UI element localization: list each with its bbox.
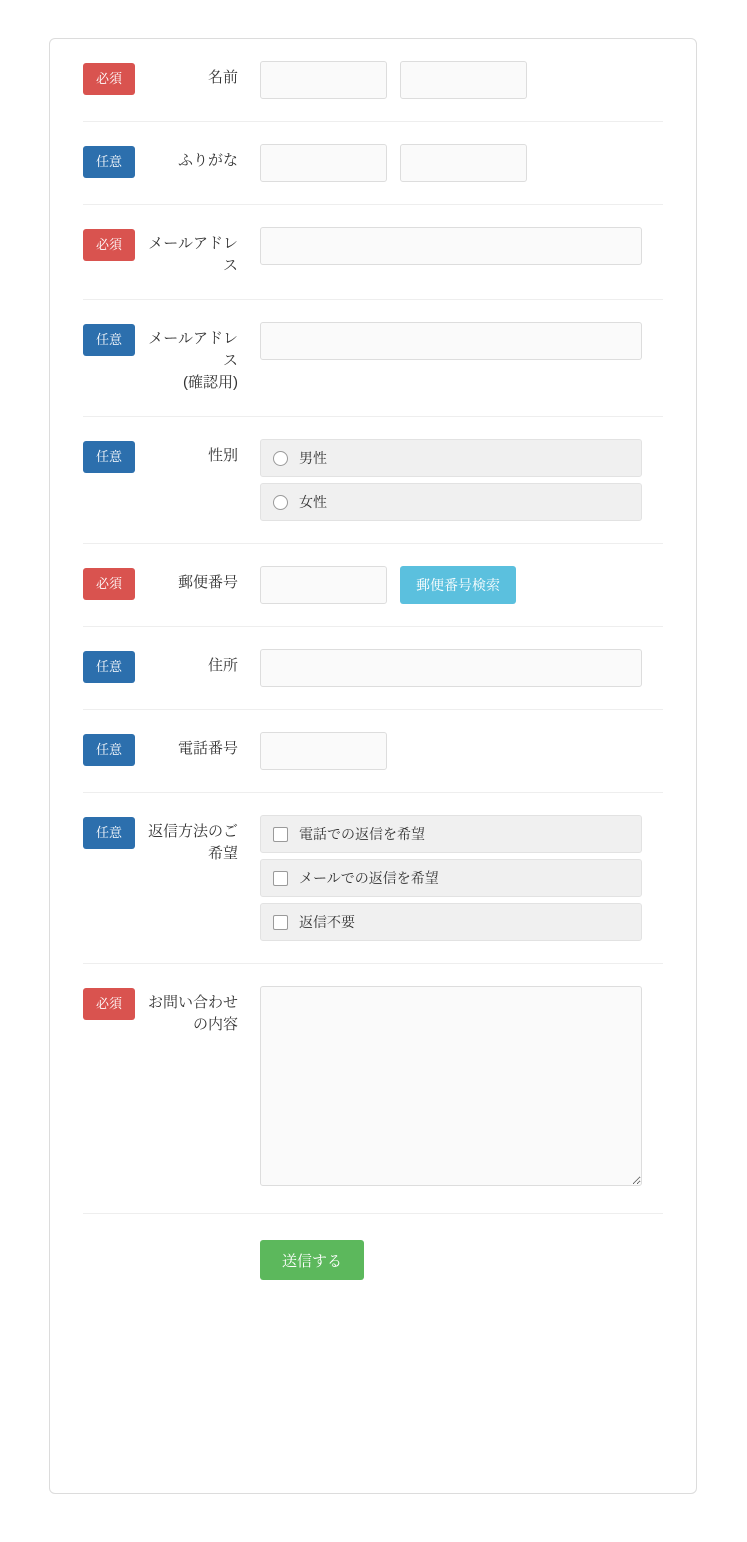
field-tel — [260, 732, 663, 770]
email-input[interactable] — [260, 227, 642, 265]
radio-icon — [273, 451, 288, 466]
reply-option-phone-label: 電話での返信を希望 — [299, 826, 425, 842]
radio-icon — [273, 495, 288, 510]
zip-row — [260, 566, 663, 604]
optional-badge: 任意 — [83, 441, 135, 473]
reply-option-none-label: 返信不要 — [299, 914, 355, 930]
submit-row — [83, 1214, 663, 1306]
label-inquiry: お問い合わせの内容 — [147, 994, 238, 1033]
required-badge: 必須 — [83, 568, 135, 600]
submit-spacer — [83, 1240, 260, 1280]
badge-cell-reply-method — [83, 815, 135, 849]
gender-option-male[interactable] — [260, 439, 642, 477]
form-row-zip — [83, 544, 663, 627]
form-row-reply-method — [83, 793, 663, 964]
field-reply-method — [260, 815, 663, 941]
field-email-confirm — [260, 322, 663, 360]
label-tel: 電話番号 — [177, 740, 238, 757]
gender-option-female[interactable] — [260, 483, 642, 521]
form-row-gender — [83, 417, 663, 544]
field-address — [260, 649, 663, 687]
tel-input[interactable] — [260, 732, 387, 770]
field-furigana — [260, 144, 663, 182]
field-email — [260, 227, 663, 265]
reply-option-phone[interactable] — [260, 815, 642, 853]
badge-cell-address — [83, 649, 135, 683]
label-reply-method: 返信方法のご希望 — [147, 823, 238, 862]
checkbox-icon — [273, 915, 288, 930]
form-rows — [50, 39, 696, 1306]
optional-badge: 任意 — [83, 651, 135, 683]
label-name: 名前 — [207, 69, 238, 86]
optional-badge: 任意 — [83, 146, 135, 178]
name-first-input[interactable] — [400, 61, 527, 99]
optional-badge: 任意 — [83, 324, 135, 356]
required-badge: 必須 — [83, 63, 135, 95]
optional-badge: 任意 — [83, 817, 135, 849]
email-confirm-input[interactable] — [260, 322, 642, 360]
badge-cell-inquiry — [83, 986, 135, 1020]
form-row-inquiry — [83, 964, 663, 1214]
reply-option-none[interactable] — [260, 903, 642, 941]
form-row-name — [83, 39, 663, 122]
label-email: メールアドレス — [148, 235, 238, 274]
field-gender — [260, 439, 663, 521]
checkbox-icon — [273, 827, 288, 842]
badge-cell-furigana — [83, 144, 135, 178]
zip-input[interactable] — [260, 566, 387, 604]
badge-cell-email-confirm — [83, 322, 135, 356]
form-row-email-confirm — [83, 300, 663, 417]
submit-button[interactable]: 送信する — [260, 1240, 364, 1280]
inquiry-textarea[interactable] — [260, 986, 642, 1186]
checkbox-icon — [273, 871, 288, 886]
label-email-confirm-line1: メールアドレス — [148, 330, 238, 369]
badge-cell-gender — [83, 439, 135, 473]
required-badge: 必須 — [83, 229, 135, 261]
address-input[interactable] — [260, 649, 642, 687]
furigana-inputs — [260, 144, 663, 182]
label-zip: 郵便番号 — [177, 574, 238, 591]
field-zip — [260, 566, 663, 604]
form-row-address — [83, 627, 663, 710]
badge-cell-zip — [83, 566, 135, 600]
badge-cell-name — [83, 61, 135, 95]
field-inquiry — [260, 986, 663, 1191]
required-badge: 必須 — [83, 988, 135, 1020]
optional-badge: 任意 — [83, 734, 135, 766]
furigana-first-input[interactable] — [400, 144, 527, 182]
furigana-last-input[interactable] — [260, 144, 387, 182]
label-email-confirm-line2: (確認用) — [183, 374, 238, 391]
badge-cell-email — [83, 227, 135, 261]
form-row-tel — [83, 710, 663, 793]
form-row-furigana — [83, 122, 663, 205]
form-row-email — [83, 205, 663, 300]
label-furigana: ふりがな — [177, 152, 238, 169]
zip-search-button[interactable]: 郵便番号検索 — [400, 566, 516, 604]
name-last-input[interactable] — [260, 61, 387, 99]
contact-form-card — [49, 38, 697, 1494]
label-email-confirm — [135, 322, 260, 394]
badge-cell-tel — [83, 732, 135, 766]
reply-option-email[interactable] — [260, 859, 642, 897]
field-name — [260, 61, 663, 99]
reply-option-email-label: メールでの返信を希望 — [299, 870, 439, 886]
gender-option-male-label: 男性 — [299, 450, 327, 466]
gender-option-female-label: 女性 — [299, 494, 327, 510]
label-gender: 性別 — [207, 447, 238, 464]
name-inputs — [260, 61, 663, 99]
label-address: 住所 — [207, 657, 238, 674]
